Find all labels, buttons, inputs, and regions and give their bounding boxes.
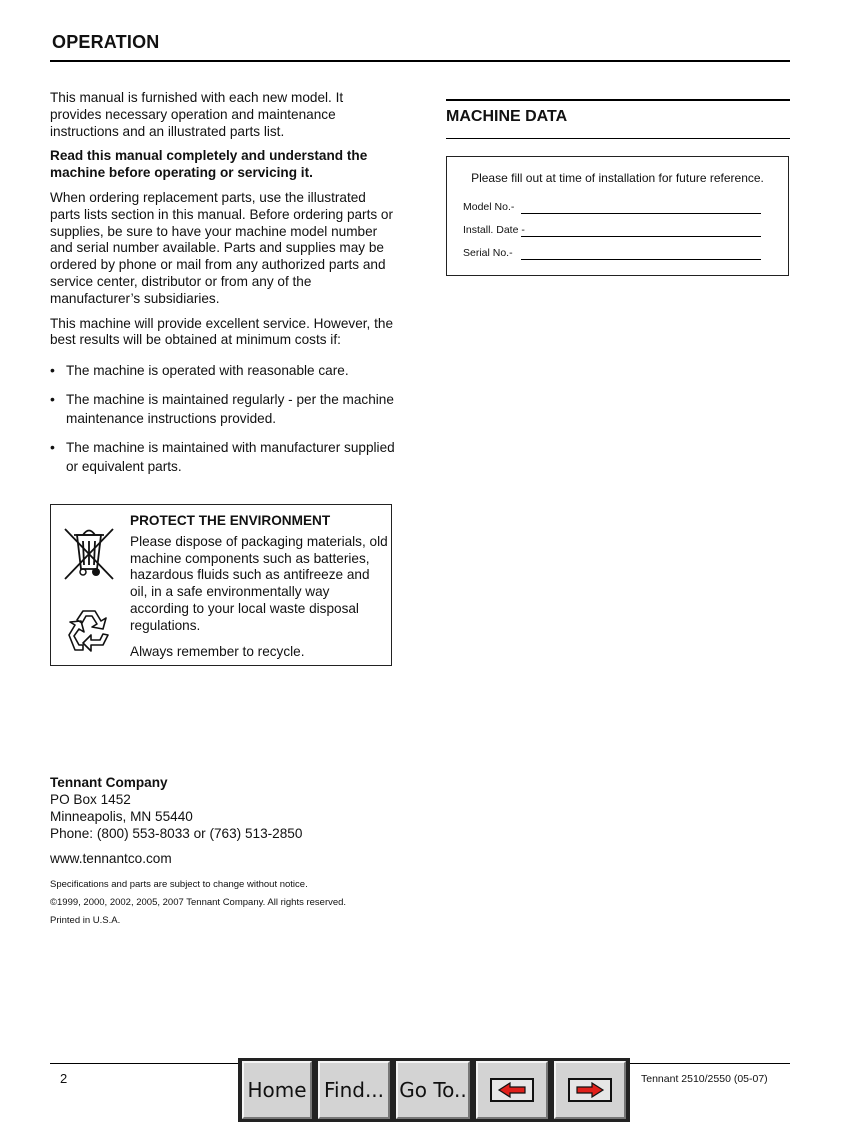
bullet-icon: •: [50, 362, 55, 379]
list-item-text: The machine is maintained with manufacturer supplied or equivalent parts.: [66, 440, 395, 475]
company-address-1: PO Box 1452: [50, 792, 131, 807]
previous-page-arrow-frame: [490, 1078, 534, 1102]
title-rule: [50, 60, 790, 62]
list-item: [50, 438, 398, 476]
intro-paragraph-4: This machine will provide excellent service. However, the best results will be obtained at minimum costs if:: [50, 315, 394, 348]
install-date-field[interactable]: [521, 222, 761, 237]
install-date-label: Install. Date -: [463, 224, 525, 236]
machine-data-rule-bottom: [446, 138, 790, 139]
next-page-button[interactable]: [554, 1061, 626, 1119]
document-reference: Tennant 2510/2550 (05-07): [641, 1073, 768, 1085]
intro-bullet-list: [50, 361, 398, 476]
printed-in: Printed in U.S.A.: [50, 915, 121, 926]
previous-page-button[interactable]: [476, 1061, 548, 1119]
machine-data-rule-top: [446, 99, 790, 101]
home-button[interactable]: Home: [242, 1061, 312, 1119]
go-to-button[interactable]: Go To..: [396, 1061, 470, 1119]
fine-print: [50, 876, 450, 930]
list-item-text: The machine is operated with reasonable care.: [66, 363, 349, 379]
serial-number-label: Serial No.-: [463, 247, 513, 259]
environment-body: Please dispose of packaging materials, old machine components such as batteries, hazardous fluids such as antifreeze and oil, in a safe environmentally way according to your local waste disposal regulations.: [130, 533, 388, 633]
machine-data-intro: Please fill out at time of installation for future reference.: [471, 171, 764, 185]
serial-number-field[interactable]: [521, 245, 761, 260]
company-name: Tennant Company: [50, 775, 168, 790]
find-button[interactable]: Find...: [318, 1061, 390, 1119]
next-page-arrow-frame: [568, 1078, 612, 1102]
list-item: [50, 390, 398, 428]
company-website: www.tennantco.com: [50, 851, 172, 866]
bullet-icon: •: [50, 391, 55, 408]
machine-data-title: MACHINE DATA: [446, 108, 568, 125]
company-address-2: Minneapolis, MN 55440: [50, 809, 193, 824]
intro-column: [50, 90, 398, 486]
navigation-toolbar: [238, 1058, 630, 1122]
left-arrow-icon: [497, 1082, 527, 1098]
section-title: OPERATION: [52, 32, 160, 52]
copyright: ©1999, 2000, 2002, 2005, 2007 Tennant Company. All rights reserved.: [50, 897, 347, 908]
intro-warning: Read this manual completely and understand the machine before operating or servicing it.: [50, 148, 368, 181]
bullet-icon: •: [50, 439, 55, 456]
environment-heading: PROTECT THE ENVIRONMENT: [130, 513, 331, 528]
company-phone: Phone: (800) 553-8033 or (763) 513-2850: [50, 826, 303, 841]
recycle-reminder: Always remember to recycle.: [130, 643, 305, 659]
intro-paragraph-3: When ordering replacement parts, use the illustrated parts lists section in this manual. Before ordering parts or supplies, be sure to have your machine model number and serial number available. Parts and supplies may be ordered by phone or mail from any authorized parts and service center, distributor or from any of the manufacturer’s subsidiaries.: [50, 189, 394, 306]
model-number-field[interactable]: [521, 199, 761, 214]
list-item: [50, 361, 398, 380]
intro-paragraph-1: This manual is furnished with each new model. It provides necessary operation and maintenance instructions and an illustrated parts list.: [50, 90, 344, 139]
model-number-label: Model No.-: [463, 201, 515, 213]
page-number: 2: [60, 1071, 68, 1086]
right-arrow-icon: [575, 1082, 605, 1098]
crossed-out-bin-icon: [61, 523, 117, 583]
environment-notice-box: [50, 504, 392, 666]
list-item-text: The machine is maintained regularly - per the machine maintenance instructions provided.: [66, 392, 394, 427]
recycle-icon: [63, 605, 115, 655]
change-notice: Specifications and parts are subject to change without notice.: [50, 879, 308, 890]
company-info: [50, 774, 450, 867]
machine-data-form: [446, 156, 789, 276]
environment-text: [130, 513, 388, 660]
